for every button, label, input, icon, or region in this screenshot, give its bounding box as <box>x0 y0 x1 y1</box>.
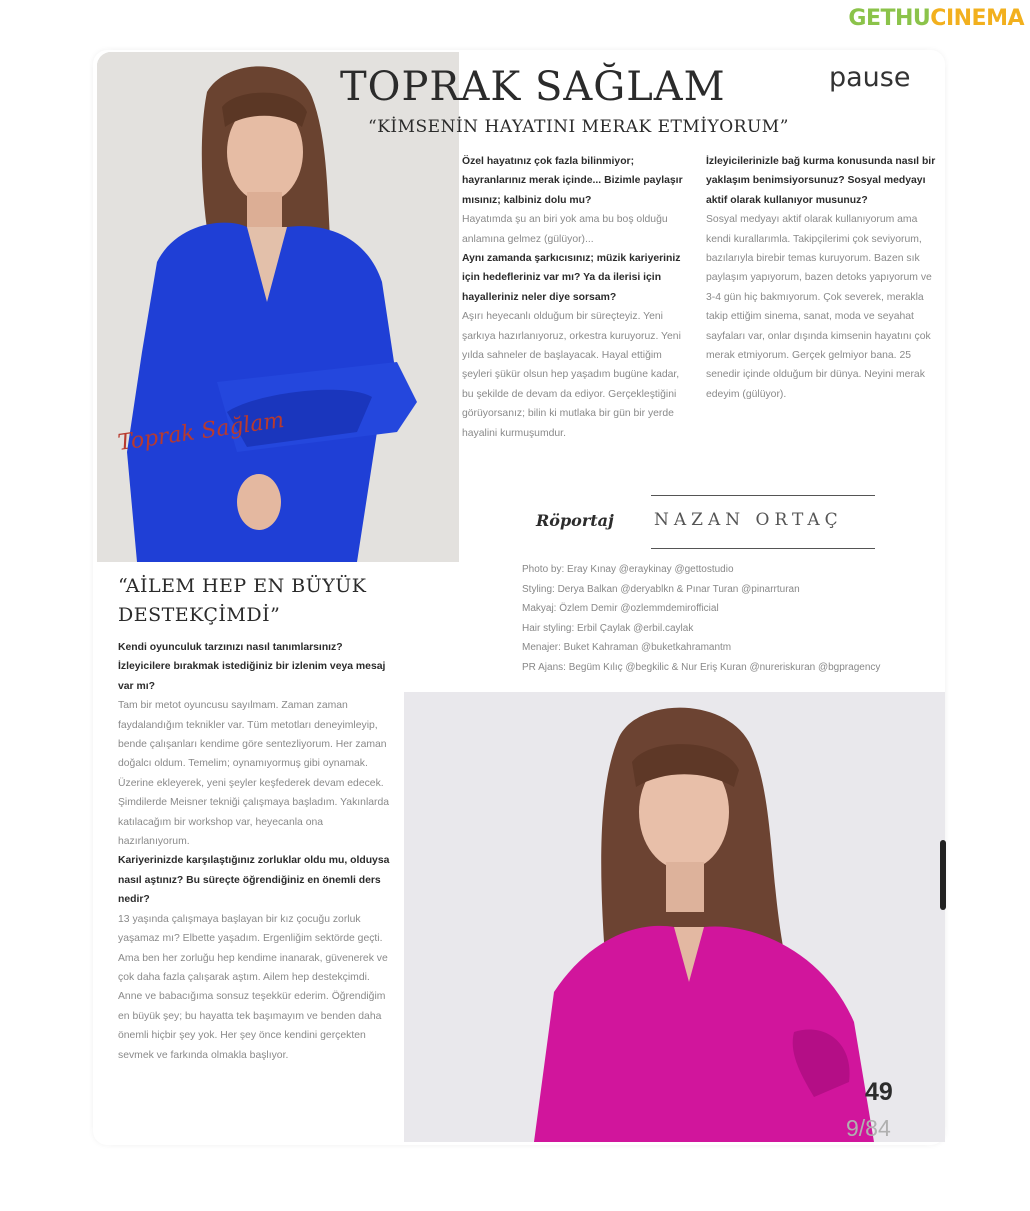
watermark-logo <box>848 6 1024 31</box>
page-subtitle: “KİMSENİN HAYATINI MERAK ETMİYORUM” <box>368 117 789 137</box>
page-title: TOPRAK SAĞLAM <box>340 64 726 110</box>
question: İzleyicilerinizle bağ kurma konusunda nasıl bir yaklaşım benimsiyorsunuz? Sosyal medyayı aktif olarak kullanıyor musunuz? <box>706 156 936 206</box>
credit-line: Menajer: Buket Kahraman @buketkahramantm <box>522 642 732 654</box>
pull-quote-line: DESTEKÇİMDİ” <box>118 604 281 626</box>
question: Özel hayatınız çok fazla bilinmiyor; hayranlarınız merak içinde... Bizimle paylaşır mısınız; kalbiniz dolu mu? <box>462 156 683 206</box>
scroll-indicator <box>940 840 946 910</box>
credit-line: PR Ajans: Begüm Kılıç @begkilic & Nur Eriş Kuran @nureriskuran @bgpragency <box>522 661 881 673</box>
magazine-brand: pause <box>829 62 911 93</box>
question: Kariyerinizde karşılaştığınız zorluklar oldu mu, olduysa nasıl aştınız? Bu süreçte öğrendiğiniz en önemli ders nedir? <box>118 855 390 906</box>
watermark-part2: CINEMA <box>930 6 1024 31</box>
watermark-part1: GETHU <box>848 6 931 31</box>
answer: Hayatımda şu an biri yok ama bu boş olduğu anlamına gelmez (gülüyor)... <box>462 214 668 245</box>
pull-quote <box>118 572 367 630</box>
credit-line: Photo by: Eray Kınay @eraykinay @gettostudio <box>522 564 734 575</box>
reporter-label: Röportaj <box>536 511 614 530</box>
credit-line: Styling: Derya Balkan @deryablkn & Pınar Turan @pinarrturan <box>522 583 800 595</box>
photo-signature: Toprak Sağlam <box>116 407 286 456</box>
portrait-photo-pink-blouse <box>404 692 945 1142</box>
interview-column-2 <box>706 152 938 404</box>
reporter-name: NAZAN ORTAÇ <box>654 510 843 530</box>
answer: 13 yaşında çalışmaya başlayan bir kız çocuğu zorluk yaşamaz mı? Elbette yaşadım. Ergenliğim sektörde geçti. Ama ben her zorluğu hep kendime inanarak, güvenerek ve çok daha fazla çalışarak aştım. Ailem hep destekçimdi. Anne ve babacığıma sonsuz teşekkür ederim. Öğrendiğim en büyük şey; bu hayatta tek başımayım ve benden daha önemli hiçbir şey yok. Her şey önce kendini gerçekten sevmek ve farkında olmakla başlıyor. <box>118 913 388 1061</box>
interview-column-1 <box>462 152 690 443</box>
page-number: 49 <box>865 1078 893 1106</box>
question: Aynı zamanda şarkıcısınız; müzik kariyeriniz için hedefleriniz var mı? Ya da ilerisi için hayalleriniz neler diye sorsam? <box>462 253 681 303</box>
page-count: 9/84 <box>846 1115 891 1141</box>
answer: Sosyal medyayı aktif olarak kullanıyorum ama kendi kurallarımla. Takipçilerimi çok seviyorum, bazılarıyla birebir temas kuruyorum. Bazen sık paylaşım yapıyorum, bazen detoks yapıyorum ve 3-4 gün hiç bakmıyorum. Çok severek, merakla takip ettiğim sinema, sanat, moda ve seyahat sayfaları var, onlar dışında kimsenin hayatını çok merak etmiyorum. Gerçek gelmiyor bana. 25 senedir içinde olduğum bir dünya. Neyini merak edeyim (gülüyor). <box>706 214 932 400</box>
photo-credits <box>522 560 880 678</box>
answer: Aşırı heyecanlı olduğum bir süreçteyiz. Yeni şarkıya hazırlanıyoruz, orkestra kuruyoruz. Yeni yılda sahneler de başlayacak. Hayal ettiğim şeyleri şükür olsun hep yaşadım bugüne kadar, bu şekilde de devam da ediyor. Gerçekleştiğini görüyorsanız; bilin ki mutlaka bir gün bir yerde hayalini kurmuşumdur. <box>462 311 681 439</box>
interview-column-3 <box>118 638 396 1065</box>
question: Kendi oyunculuk tarzınızı nasıl tanımlarsınız? İzleyicilere bırakmak istediğiniz bir izlenim veya mesaj var mı? <box>118 642 386 692</box>
pull-quote-line: “AİLEM HEP EN BÜYÜK <box>118 575 367 597</box>
credit-line: Makyaj: Özlem Demir @ozlemmdemirofficial <box>522 603 719 615</box>
answer: Tam bir metot oyuncusu sayılmam. Zaman zaman faydalandığım teknikler var. Tüm metotları deneyimleyip, bende çalışanları kendime göre sentezliyorum. Her zaman doğalcı oldum. Temelim; oynamıyormuş gibi oynamak. Üzerine ekleyerek, yeni şeyler keşfederek devam edecek. Şimdilerde Meisner tekniği çalışmaya başladım. Yakınlarda katılacağım bir workshop var, heyecanla ona hazırlanıyorum. <box>118 700 390 848</box>
credit-line: Hair styling: Erbil Çaylak @erbil.caylak <box>522 622 694 634</box>
